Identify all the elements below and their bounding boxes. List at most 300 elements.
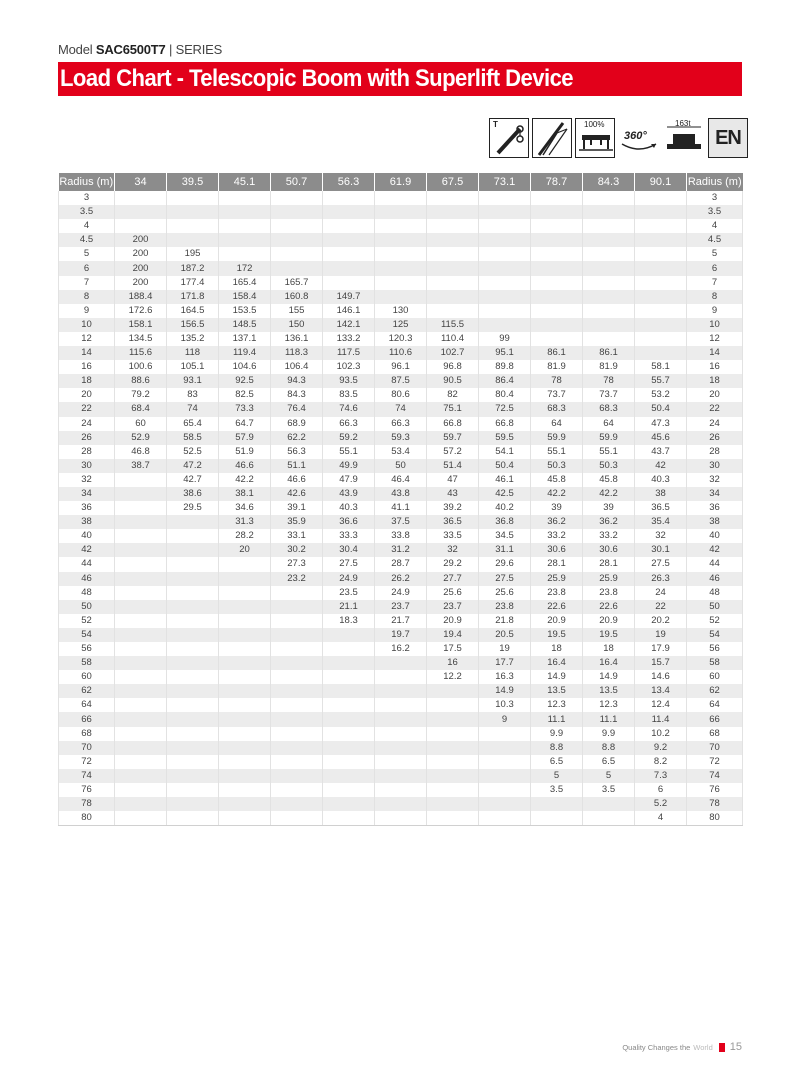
capacity-cell: 38.1	[219, 487, 271, 501]
capacity-cell	[271, 712, 323, 726]
capacity-cell	[219, 741, 271, 755]
capacity-cell	[427, 247, 479, 261]
capacity-cell: 39.2	[427, 501, 479, 515]
table-row	[59, 727, 743, 741]
boom-length-header: 73.1	[479, 173, 531, 191]
capacity-cell	[167, 642, 219, 656]
boom-length-header: 56.3	[323, 173, 375, 191]
capacity-cell	[115, 586, 167, 600]
capacity-cell: 29.5	[167, 501, 219, 515]
capacity-cell	[271, 205, 323, 219]
capacity-cell	[115, 628, 167, 642]
capacity-cell: 82	[427, 388, 479, 402]
capacity-cell: 19.5	[531, 628, 583, 642]
capacity-cell	[271, 261, 323, 275]
capacity-cell: 19.7	[375, 628, 427, 642]
capacity-cell	[271, 698, 323, 712]
capacity-cell	[115, 769, 167, 783]
capacity-cell: 13.5	[531, 684, 583, 698]
capacity-cell: 9.9	[531, 727, 583, 741]
radius-cell: 36	[687, 501, 743, 515]
capacity-cell	[167, 572, 219, 586]
capacity-cell	[115, 727, 167, 741]
boom-length-header: 34	[115, 173, 167, 191]
capacity-cell: 41.1	[375, 501, 427, 515]
capacity-cell: 99	[479, 332, 531, 346]
capacity-cell	[271, 628, 323, 642]
radius-cell: 56	[687, 642, 743, 656]
capacity-cell: 45.8	[583, 473, 635, 487]
table-row	[59, 586, 743, 600]
table-row	[59, 741, 743, 755]
capacity-cell: 30.2	[271, 543, 323, 557]
brand-mark	[719, 1043, 725, 1052]
capacity-cell	[323, 670, 375, 684]
capacity-cell: 115.6	[115, 346, 167, 360]
capacity-cell: 28.2	[219, 529, 271, 543]
capacity-cell	[115, 515, 167, 529]
capacity-cell: 60	[115, 417, 167, 431]
radius-cell: 46	[687, 572, 743, 586]
capacity-cell: 81.9	[583, 360, 635, 374]
footer-tagline: Quality Changes the	[622, 1042, 691, 1052]
capacity-cell	[271, 656, 323, 670]
radius-cell: 20	[687, 388, 743, 402]
table-row	[59, 769, 743, 783]
capacity-cell: 22.6	[583, 600, 635, 614]
capacity-cell: 33.2	[531, 529, 583, 543]
radius-cell: 34	[59, 487, 115, 501]
capacity-cell: 11.1	[531, 712, 583, 726]
capacity-cell	[583, 304, 635, 318]
capacity-cell: 17.7	[479, 656, 531, 670]
capacity-cell	[635, 205, 687, 219]
capacity-cell: 23.8	[479, 600, 531, 614]
radius-cell: 7	[687, 276, 743, 290]
model-line	[58, 42, 222, 57]
capacity-cell	[219, 769, 271, 783]
capacity-cell	[271, 741, 323, 755]
capacity-cell: 28.7	[375, 557, 427, 571]
capacity-cell	[479, 261, 531, 275]
capacity-cell: 16.4	[531, 656, 583, 670]
capacity-cell: 16.2	[375, 642, 427, 656]
table-row	[59, 402, 743, 416]
capacity-cell: 11.1	[583, 712, 635, 726]
capacity-cell	[323, 755, 375, 769]
capacity-cell	[271, 233, 323, 247]
table-row	[59, 332, 743, 346]
capacity-cell: 153.5	[219, 304, 271, 318]
table-row	[59, 501, 743, 515]
capacity-cell	[635, 332, 687, 346]
radius-cell: 40	[59, 529, 115, 543]
capacity-cell: 92.5	[219, 374, 271, 388]
radius-cell: 14	[59, 346, 115, 360]
language-label: EN	[715, 127, 741, 149]
boom-length-header: 39.5	[167, 173, 219, 191]
capacity-cell: 89.8	[479, 360, 531, 374]
capacity-cell: 18	[531, 642, 583, 656]
capacity-cell: 200	[115, 247, 167, 261]
capacity-cell	[323, 769, 375, 783]
capacity-cell: 10.2	[635, 727, 687, 741]
capacity-cell: 33.1	[271, 529, 323, 543]
capacity-cell	[531, 332, 583, 346]
capacity-cell: 8.8	[583, 741, 635, 755]
table-row	[59, 628, 743, 642]
table-row	[59, 529, 743, 543]
radius-cell: 30	[687, 459, 743, 473]
capacity-cell: 117.5	[323, 346, 375, 360]
radius-cell: 74	[59, 769, 115, 783]
capacity-cell	[219, 783, 271, 797]
radius-cell: 4	[59, 219, 115, 233]
radius-cell: 60	[59, 670, 115, 684]
capacity-cell: 45.6	[635, 431, 687, 445]
radius-cell: 3	[59, 191, 115, 205]
capacity-cell: 30.6	[531, 543, 583, 557]
capacity-cell: 46.8	[115, 445, 167, 459]
radius-cell: 18	[59, 374, 115, 388]
capacity-cell	[427, 712, 479, 726]
capacity-cell: 5.2	[635, 797, 687, 811]
radius-cell: 66	[687, 712, 743, 726]
capacity-cell	[167, 769, 219, 783]
capacity-cell: 15.7	[635, 656, 687, 670]
capacity-cell: 59.9	[531, 431, 583, 445]
capacity-cell	[219, 727, 271, 741]
capacity-cell	[635, 346, 687, 360]
radius-cell: 52	[687, 614, 743, 628]
capacity-cell	[427, 276, 479, 290]
capacity-cell	[479, 219, 531, 233]
capacity-cell: 21.7	[375, 614, 427, 628]
radius-cell: 80	[687, 811, 743, 826]
capacity-cell	[219, 628, 271, 642]
capacity-cell: 74	[375, 402, 427, 416]
capacity-cell: 37.5	[375, 515, 427, 529]
capacity-cell: 90.5	[427, 374, 479, 388]
capacity-cell: 158.4	[219, 290, 271, 304]
capacity-cell: 51.4	[427, 459, 479, 473]
capacity-cell	[219, 600, 271, 614]
capacity-cell: 12.3	[531, 698, 583, 712]
capacity-cell	[479, 304, 531, 318]
capacity-cell	[167, 797, 219, 811]
capacity-cell	[271, 614, 323, 628]
radius-cell: 42	[687, 543, 743, 557]
radius-header: Radius (m)	[59, 173, 115, 191]
capacity-cell: 36.5	[635, 501, 687, 515]
capacity-cell: 118	[167, 346, 219, 360]
boom-length-header: 90.1	[635, 173, 687, 191]
table-row	[59, 276, 743, 290]
capacity-cell: 28.1	[531, 557, 583, 571]
capacity-cell: 7.3	[635, 769, 687, 783]
capacity-cell	[219, 642, 271, 656]
capacity-cell	[219, 572, 271, 586]
capacity-cell: 38	[635, 487, 687, 501]
capacity-cell: 83.5	[323, 388, 375, 402]
capacity-cell	[323, 205, 375, 219]
capacity-cell	[167, 219, 219, 233]
capacity-cell: 31.1	[479, 543, 531, 557]
radius-cell: 3	[687, 191, 743, 205]
capacity-cell: 9.9	[583, 727, 635, 741]
capacity-cell	[271, 586, 323, 600]
capacity-cell: 20.5	[479, 628, 531, 642]
capacity-cell: 5	[531, 769, 583, 783]
condition-icons	[489, 118, 748, 158]
radius-cell: 58	[59, 656, 115, 670]
capacity-cell	[219, 586, 271, 600]
capacity-cell	[427, 191, 479, 205]
capacity-cell: 59.7	[427, 431, 479, 445]
capacity-cell	[115, 543, 167, 557]
capacity-cell	[531, 304, 583, 318]
capacity-cell: 11.4	[635, 712, 687, 726]
capacity-cell	[531, 318, 583, 332]
capacity-cell: 34.6	[219, 501, 271, 515]
capacity-cell: 81.9	[531, 360, 583, 374]
capacity-cell: 118.3	[271, 346, 323, 360]
radius-cell: 28	[687, 445, 743, 459]
table-row	[59, 459, 743, 473]
capacity-cell: 88.6	[115, 374, 167, 388]
capacity-cell: 200	[115, 261, 167, 275]
radius-cell: 38	[59, 515, 115, 529]
capacity-cell	[271, 247, 323, 261]
capacity-cell: 14.9	[583, 670, 635, 684]
capacity-cell: 19.5	[583, 628, 635, 642]
capacity-cell: 38.6	[167, 487, 219, 501]
capacity-cell: 8.2	[635, 755, 687, 769]
footer	[622, 1041, 742, 1053]
table-row	[59, 318, 743, 332]
capacity-cell: 87.5	[375, 374, 427, 388]
capacity-cell: 150	[271, 318, 323, 332]
radius-cell: 16	[687, 360, 743, 374]
capacity-cell: 79.2	[115, 388, 167, 402]
capacity-cell: 52.5	[167, 445, 219, 459]
radius-cell: 16	[59, 360, 115, 374]
radius-cell: 74	[687, 769, 743, 783]
capacity-cell: 27.5	[479, 572, 531, 586]
table-row	[59, 346, 743, 360]
capacity-cell: 18.3	[323, 614, 375, 628]
capacity-cell	[167, 698, 219, 712]
capacity-cell: 16.3	[479, 670, 531, 684]
table-row	[59, 374, 743, 388]
capacity-cell	[115, 684, 167, 698]
capacity-cell: 25.9	[583, 572, 635, 586]
capacity-cell: 36.5	[427, 515, 479, 529]
capacity-cell: 47.3	[635, 417, 687, 431]
capacity-cell	[375, 233, 427, 247]
capacity-cell	[219, 797, 271, 811]
capacity-cell	[219, 698, 271, 712]
capacity-cell: 10.3	[479, 698, 531, 712]
capacity-cell: 104.6	[219, 360, 271, 374]
capacity-cell: 125	[375, 318, 427, 332]
capacity-cell: 33.2	[583, 529, 635, 543]
capacity-cell: 8.8	[531, 741, 583, 755]
radius-cell: 48	[687, 586, 743, 600]
table-row	[59, 543, 743, 557]
capacity-cell	[427, 290, 479, 304]
capacity-cell	[167, 191, 219, 205]
capacity-cell: 50.3	[531, 459, 583, 473]
capacity-cell	[583, 261, 635, 275]
capacity-cell	[323, 642, 375, 656]
radius-cell: 70	[59, 741, 115, 755]
capacity-cell: 64.7	[219, 417, 271, 431]
capacity-cell: 55.1	[323, 445, 375, 459]
capacity-cell: 156.5	[167, 318, 219, 332]
radius-header: Radius (m)	[687, 173, 743, 191]
radius-cell: 68	[59, 727, 115, 741]
table-row	[59, 656, 743, 670]
capacity-cell: 36.8	[479, 515, 531, 529]
capacity-cell: 12.2	[427, 670, 479, 684]
capacity-cell	[479, 318, 531, 332]
capacity-cell	[635, 290, 687, 304]
table-row	[59, 783, 743, 797]
capacity-cell: 29.6	[479, 557, 531, 571]
capacity-cell: 165.7	[271, 276, 323, 290]
capacity-cell	[167, 727, 219, 741]
capacity-cell	[531, 290, 583, 304]
capacity-cell	[375, 261, 427, 275]
capacity-cell: 3.5	[583, 783, 635, 797]
radius-cell: 4.5	[687, 233, 743, 247]
capacity-cell	[219, 614, 271, 628]
capacity-cell	[271, 642, 323, 656]
capacity-cell: 96.8	[427, 360, 479, 374]
capacity-cell	[479, 769, 531, 783]
capacity-cell	[583, 205, 635, 219]
radius-cell: 4.5	[59, 233, 115, 247]
capacity-cell	[479, 247, 531, 261]
capacity-cell: 27.3	[271, 557, 323, 571]
capacity-cell: 40.3	[635, 473, 687, 487]
capacity-cell	[375, 755, 427, 769]
capacity-cell: 105.1	[167, 360, 219, 374]
capacity-cell: 155	[271, 304, 323, 318]
radius-cell: 62	[687, 684, 743, 698]
capacity-cell	[583, 318, 635, 332]
radius-cell: 44	[687, 557, 743, 571]
capacity-cell: 57.2	[427, 445, 479, 459]
capacity-cell: 5	[583, 769, 635, 783]
boom-length-header: 50.7	[271, 173, 323, 191]
capacity-cell: 136.1	[271, 332, 323, 346]
capacity-cell: 55.1	[583, 445, 635, 459]
capacity-cell: 78	[583, 374, 635, 388]
capacity-cell: 54.1	[479, 445, 531, 459]
capacity-cell: 9	[479, 712, 531, 726]
capacity-cell	[115, 205, 167, 219]
model-prefix: Model	[58, 42, 93, 57]
table-row	[59, 445, 743, 459]
capacity-cell	[323, 628, 375, 642]
capacity-cell: 76.4	[271, 402, 323, 416]
capacity-cell: 134.5	[115, 332, 167, 346]
radius-cell: 54	[687, 628, 743, 642]
capacity-cell	[479, 783, 531, 797]
capacity-cell: 6	[635, 783, 687, 797]
table-row	[59, 219, 743, 233]
capacity-cell: 73.3	[219, 402, 271, 416]
capacity-cell: 47.9	[323, 473, 375, 487]
capacity-cell: 106.4	[271, 360, 323, 374]
capacity-cell: 17.5	[427, 642, 479, 656]
capacity-cell: 96.1	[375, 360, 427, 374]
capacity-cell: 46.6	[271, 473, 323, 487]
capacity-cell	[115, 572, 167, 586]
capacity-cell: 195	[167, 247, 219, 261]
capacity-cell: 6.5	[531, 755, 583, 769]
capacity-cell: 38.7	[115, 459, 167, 473]
capacity-cell	[167, 628, 219, 642]
capacity-cell	[375, 670, 427, 684]
capacity-cell: 43	[427, 487, 479, 501]
capacity-cell	[323, 741, 375, 755]
radius-cell: 34	[687, 487, 743, 501]
capacity-cell	[583, 811, 635, 826]
capacity-cell: 35.9	[271, 515, 323, 529]
capacity-cell: 120.3	[375, 332, 427, 346]
load-chart-table	[58, 173, 743, 826]
radius-cell: 4	[687, 219, 743, 233]
boom-length-header: 67.5	[427, 173, 479, 191]
capacity-cell	[531, 247, 583, 261]
capacity-cell	[479, 811, 531, 826]
table-row	[59, 487, 743, 501]
capacity-cell	[271, 727, 323, 741]
capacity-cell	[635, 318, 687, 332]
capacity-cell	[635, 233, 687, 247]
capacity-cell	[167, 557, 219, 571]
capacity-cell	[583, 233, 635, 247]
capacity-cell: 42.6	[271, 487, 323, 501]
capacity-cell	[271, 670, 323, 684]
capacity-cell: 42.5	[479, 487, 531, 501]
capacity-cell: 119.4	[219, 346, 271, 360]
capacity-cell: 74.6	[323, 402, 375, 416]
radius-cell: 32	[59, 473, 115, 487]
radius-cell: 3.5	[59, 205, 115, 219]
capacity-cell: 148.5	[219, 318, 271, 332]
capacity-cell	[115, 656, 167, 670]
rotation-icon: 360°	[618, 118, 660, 158]
capacity-cell: 86.4	[479, 374, 531, 388]
table-row	[59, 600, 743, 614]
capacity-cell	[479, 191, 531, 205]
capacity-cell	[271, 797, 323, 811]
capacity-cell	[219, 811, 271, 826]
capacity-cell: 20.2	[635, 614, 687, 628]
capacity-cell	[219, 191, 271, 205]
capacity-cell: 43.9	[323, 487, 375, 501]
capacity-cell: 30.4	[323, 543, 375, 557]
capacity-cell: 27.5	[635, 557, 687, 571]
capacity-cell	[531, 797, 583, 811]
capacity-cell: 86.1	[531, 346, 583, 360]
capacity-cell	[219, 219, 271, 233]
capacity-cell	[323, 684, 375, 698]
